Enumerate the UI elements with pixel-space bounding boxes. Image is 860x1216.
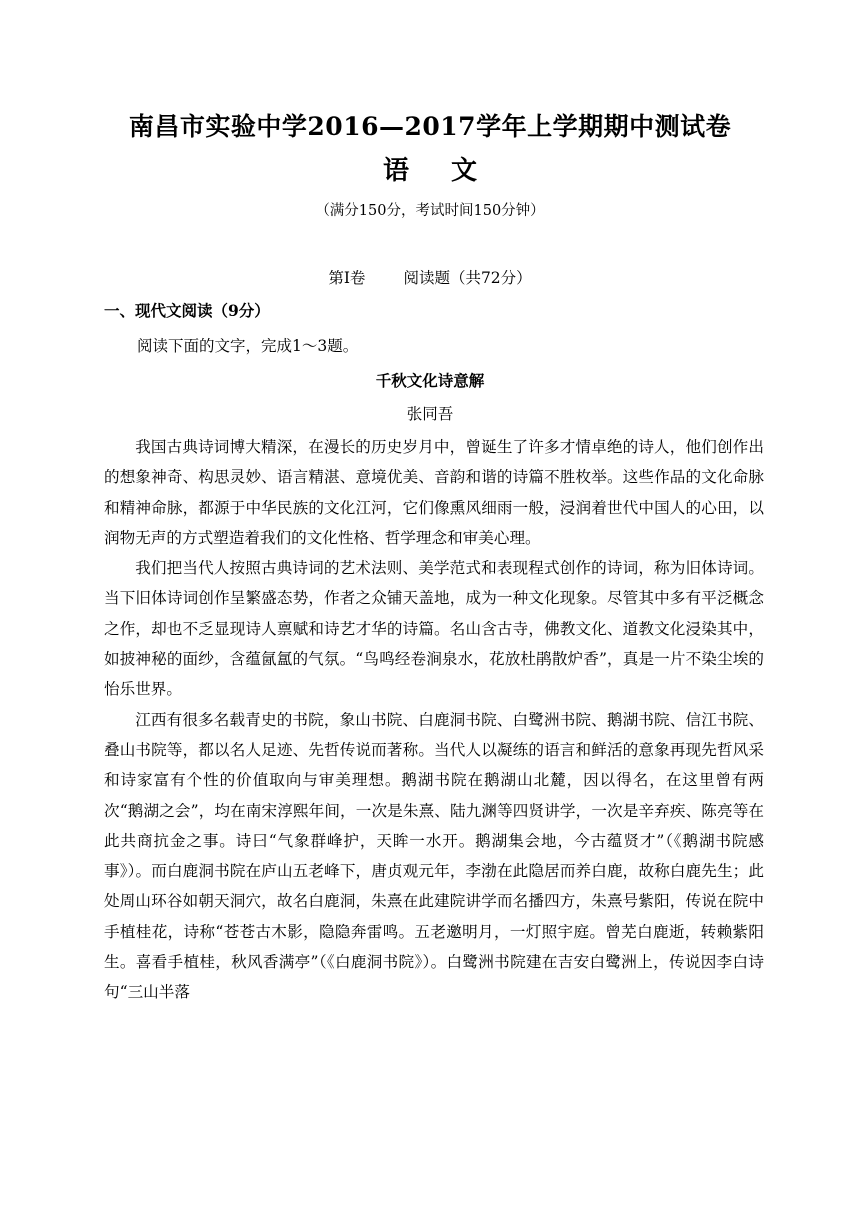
volume-heading bbox=[0, 266, 860, 290]
score-note: （满分150分，考试时间150分钟） bbox=[315, 203, 545, 219]
subject-title: 语文 bbox=[382, 156, 519, 186]
volume-label: 阅读题（共72分） bbox=[403, 269, 532, 287]
section-instruction: 阅读下面的文字，完成1～3题。 bbox=[137, 337, 359, 355]
article-paragraph: 江西有很多名载青史的书院，象山书院、白鹿洞书院、白鹭洲书院、鹅湖书院、信江书院、叠山书院等，都以名人足迹、先哲传说而著称。当代人以凝练的语言和鲜活的意象再现先哲风采和诗家富有个性的价值取向与审美理想。鹅湖书院在鹅湖山北麓，因以得名，在这里曾有两次“鹅湖之会”，均在南宋淳熙年间，一次是朱熹、陆九渊等四贤讲学，一次是辛弃疾、陈亮等在此共商抗金之事。诗曰“气象群峰护，天眸一水开。鹅湖集会地，今古蕴贤才”（《鹅湖书院感事》）。而白鹿洞书院在庐山五老峰下，唐贞观元年，李渤在此隐居而养白鹿，故称白鹿先生；此处周山环谷如朝天洞穴，故名白鹿洞，朱熹在此建院讲学而名播四方，朱熹号紫阳，传说在院中手植桂花，诗称“苍苍古木影，隐隐奔雷鸣。五老邀明月，一灯照宇庭。曾芜白鹿逝，转赖紫阳生。喜看手植桂，秋风香满亭”（《白鹿洞书院》）。白鹭洲书院建在吉安白鹭洲上，传说因李白诗句“三山半落 bbox=[104, 710, 764, 1002]
article-paragraph: 我们把当代人按照古典诗词的艺术法则、美学范式和表现程式创作的诗词，称为旧体诗词。当下旧体诗词创作呈繁盛态势，作者之众铺天盖地，成为一种文化现象。尽管其中多有平泛概念之作，却也不乏显现诗人禀赋和诗艺才华的诗篇。名山含古寺，佛教文化、道教文化浸染其中，如披神秘的面纱，含蕴氤氲的气氛。“鸟鸣经卷涧泉水，花放杜鹃散炉香”，真是一片不染尘埃的怡乐世界。 bbox=[104, 559, 764, 699]
section-heading: 一、现代文阅读（9分） bbox=[104, 301, 270, 320]
exam-title: 南昌市实验中学2016—2017学年上学期期中测试卷 bbox=[128, 112, 732, 141]
article-author: 张同吾 bbox=[406, 405, 454, 423]
article-title: 千秋文化诗意解 bbox=[375, 372, 485, 390]
volume-name: 第Ⅰ卷 bbox=[328, 269, 366, 287]
article-body bbox=[104, 432, 764, 1008]
article-paragraph: 我国古典诗词博大精深，在漫长的历史岁月中，曾诞生了许多才情卓绝的诗人，他们创作出的想象神奇、构思灵妙、语言精湛、意境优美、音韵和谐的诗篇不胜枚举。这些作品的文化命脉和精神命脉，都源于中华民族的文化江河，它们像熏风细雨一般，浸润着世代中国人的心田，以润物无声的方式塑造着我们的文化性格、哲学理念和审美心理。 bbox=[104, 438, 764, 547]
